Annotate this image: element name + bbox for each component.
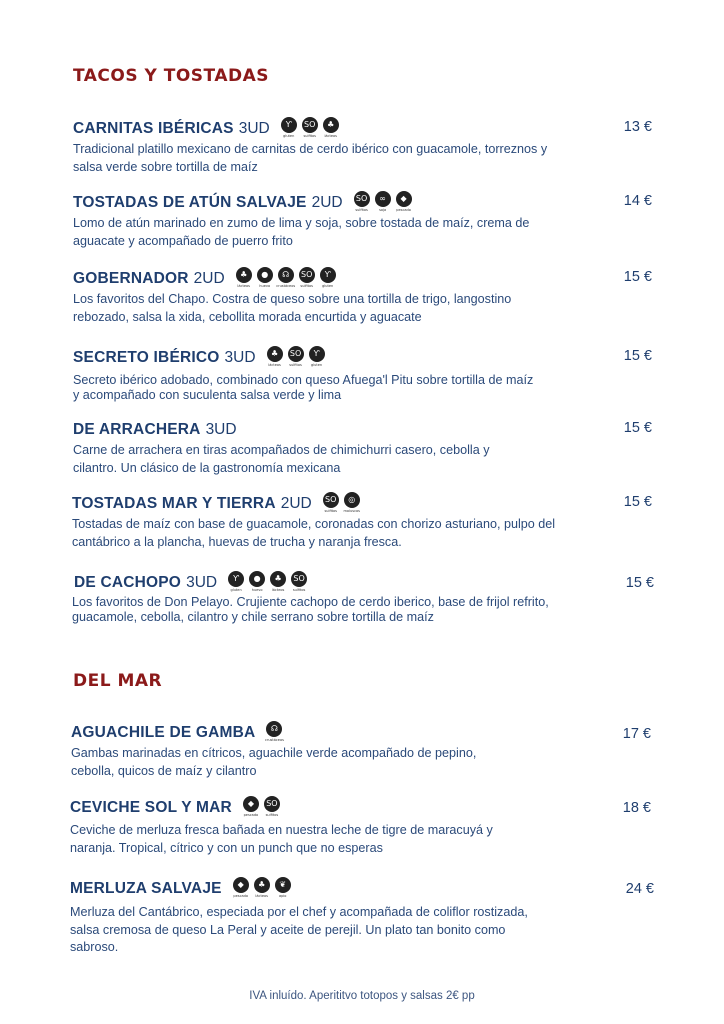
item-price: 14 € (623, 193, 652, 209)
item-description: Carne de arrachera en tiras acompañados de chimichurri casero, cebolla y cilantro. Un clásico de la gastronomía mexicana (73, 443, 490, 475)
gluten-icon: Ƴ gluten (308, 346, 326, 370)
allergen-icons (265, 721, 283, 745)
egg-icon: ● huevo (248, 571, 266, 595)
item-quantity: 3UD (224, 349, 256, 366)
allergen-icons (235, 267, 337, 291)
footer-note: IVA inluído. Aperititvo totopos y salsas 2€ pp (249, 990, 475, 1002)
fish-icon: ◆ pescado (395, 191, 413, 215)
milk-icon: ♣ lácteos (235, 267, 253, 291)
milk-icon: ♣ lácteos (269, 571, 287, 595)
item-quantity: 3UD (186, 574, 218, 591)
fish-icon: ◆ pescado (242, 796, 260, 820)
item-name: GOBERNADOR (73, 270, 189, 287)
gluten-icon: Ƴ gluten (319, 267, 337, 291)
sulphites-icon: SO sulfitos (290, 571, 308, 595)
molluscs-icon: ◎ moluscos (343, 492, 361, 516)
item-price: 15 € (623, 348, 652, 364)
item-name: CARNITAS IBÉRICAS (73, 120, 234, 137)
item-description: Tradicional platillo mexicano de carnitas de cerdo ibérico con guacamole, torreznos y salsa verde sobre tortilla de maíz (73, 142, 548, 174)
section-title-tacos: TACOS Y TOSTADAS (73, 66, 269, 86)
gluten-icon: Ƴ gluten (280, 117, 298, 141)
item-description: Merluza del Cantábrico, especiada por el chef y acompañada de coliflor rostizada, salsa cremosa de queso La Peral y aceite de perejil. Un plato tan bonito como sabroso. (70, 905, 528, 954)
item-description: Gambas marinadas en cítricos, aguachile verde acompañado de pepino, cebolla, quicos de maíz y cilantro (71, 746, 477, 778)
item-description: Los favoritos de Don Pelayo. Crujiente cachopo de cerdo iberico, base de frijol refrito, guacamole, cebolla, cilantro y chile serrano sobre tortilla de maíz (72, 595, 549, 624)
celery-icon: ❦ apio (274, 877, 292, 901)
allergen-icons (227, 571, 308, 595)
item-description: Lomo de atún marinado en zumo de lima y soja, sobre tostada de maíz, crema de aguacate y acompañado de puerro frito (73, 216, 530, 248)
allergen-icons (232, 877, 292, 901)
item-price: 15 € (623, 420, 652, 436)
item-description: Ceviche de merluza fresca bañada en nuestra leche de tigre de maracuyá y naranja. Tropical, cítrico y con un punch que no esperas (70, 823, 493, 855)
item-name: SECRETO IBÉRICO (73, 349, 220, 366)
allergen-icons (242, 796, 281, 820)
item-name: TOSTADAS MAR Y TIERRA (72, 495, 276, 512)
soy-icon: ∞ soja (374, 191, 392, 215)
milk-icon: ♣ lácteos (266, 346, 284, 370)
sulphites-icon: SO sulfitos (298, 267, 316, 291)
item-quantity: 3UD (205, 421, 237, 438)
allergen-icons (353, 191, 413, 215)
allergen-icons (280, 117, 340, 141)
item-name: DE ARRACHERA (73, 421, 201, 438)
item-name: CEVICHE SOL Y MAR (70, 799, 232, 816)
item-price: 15 € (625, 575, 654, 591)
item-description: Tostadas de maíz con base de guacamole, coronadas con chorizo asturiano, pulpo del cantábrico a la plancha, huevas de trucha y naranja fresca. (72, 517, 556, 549)
egg-icon: ● huevo (256, 267, 274, 291)
item-description: Secreto ibérico adobado, combinado con queso Afuega'l Pitu sobre tortilla de maíz y acompañado con suculenta salsa verde y lima (73, 373, 534, 402)
item-quantity: 2UD (280, 495, 312, 512)
crustaceans-icon: ☊ crustáceos (265, 721, 283, 745)
sulphites-icon: SO sulfitos (263, 796, 281, 820)
item-name: MERLUZA SALVAJE (70, 880, 222, 897)
item-name: DE CACHOPO (74, 574, 182, 591)
item-description: Los favoritos del Chapo. Costra de queso sobre una tortilla de trigo, langostino rebozado, salsa la xida, cebollita morada encurtida y aguacate (73, 292, 512, 324)
sulphites-icon: SO sulfitos (322, 492, 340, 516)
sulphites-icon: SO sulfitos (353, 191, 371, 215)
item-price: 17 € (622, 726, 651, 742)
item-price: 15 € (623, 494, 652, 510)
item-quantity: 2UD (193, 270, 225, 287)
item-price: 15 € (623, 269, 652, 285)
item-price: 18 € (622, 800, 651, 816)
section-title-del-mar: DEL MAR (73, 671, 163, 691)
allergen-icons (266, 346, 326, 370)
milk-icon: ♣ lácteos (253, 877, 271, 901)
fish-icon: ◆ pescado (232, 877, 250, 901)
milk-icon: ♣ lácteos (322, 117, 340, 141)
item-price: 13 € (623, 119, 652, 135)
allergen-icons (322, 492, 361, 516)
item-name: AGUACHILE DE GAMBA (71, 724, 256, 741)
item-name: TOSTADAS DE ATÚN SALVAJE (73, 194, 307, 211)
item-price: 24 € (625, 881, 654, 897)
crustaceans-icon: ☊ crustáceos (277, 267, 295, 291)
item-quantity: 3UD (238, 120, 270, 137)
sulphites-icon: SO sulfitos (287, 346, 305, 370)
item-quantity: 2UD (311, 194, 343, 211)
gluten-icon: Ƴ gluten (227, 571, 245, 595)
sulphites-icon: SO sulfitos (301, 117, 319, 141)
